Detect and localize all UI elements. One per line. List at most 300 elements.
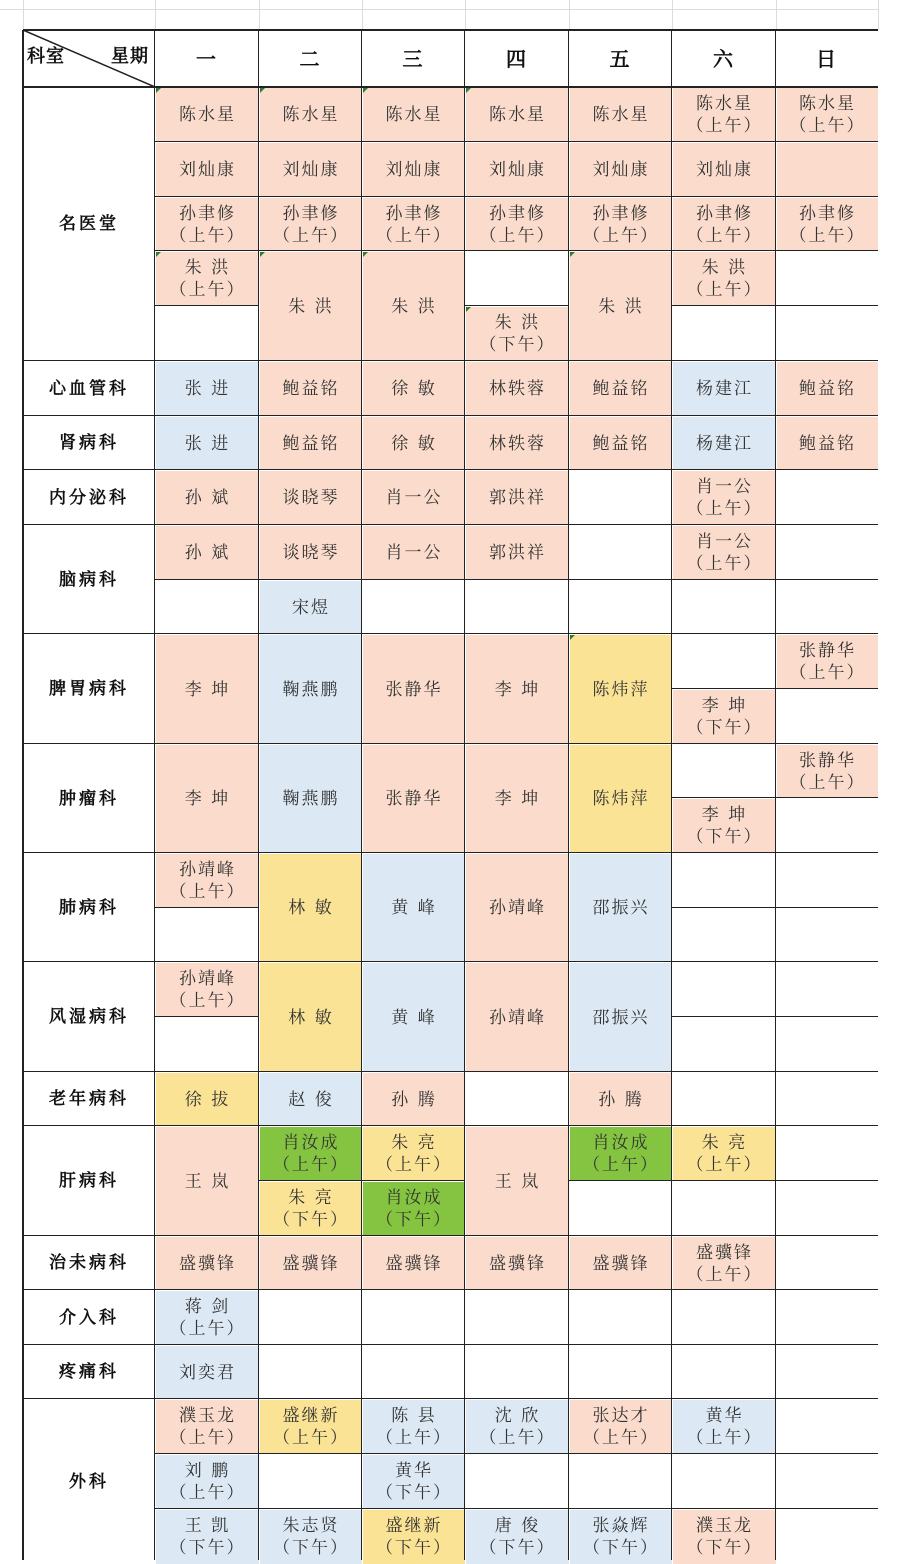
doctor-text: （下午） — [583, 1538, 659, 1558]
schedule-cell[interactable] — [466, 526, 569, 580]
schedule-cell[interactable] — [570, 198, 672, 251]
subrow-border — [259, 1180, 362, 1181]
doctor-text: 孙聿修 — [799, 203, 856, 224]
doctor-text: 肖汝成 — [592, 1133, 650, 1153]
schedule-cell[interactable] — [156, 1291, 259, 1345]
schedule-cell[interactable] — [260, 1510, 362, 1564]
schedule-cell[interactable] — [673, 417, 776, 470]
doctor-text: （上午） — [273, 1428, 349, 1448]
schedule-cell[interactable] — [156, 526, 259, 580]
corner-dept-label: 科室 — [27, 46, 65, 67]
row-border — [23, 1235, 878, 1236]
doctor-text: （上午） — [169, 280, 246, 300]
doctor-text: 孙聿修 — [592, 203, 650, 224]
schedule-cell[interactable] — [260, 362, 362, 416]
doctor-text: 鲍益铭 — [592, 433, 650, 454]
doctor-text: 李 坤 — [494, 679, 541, 700]
day-header: 五 — [609, 46, 632, 71]
schedule-cell[interactable] — [673, 143, 776, 197]
schedule-cell[interactable] — [466, 1400, 569, 1454]
schedule-cell[interactable] — [156, 1455, 259, 1509]
doctor-text: 李 坤 — [184, 679, 231, 700]
schedule-cell[interactable] — [466, 745, 569, 853]
schedule-cell[interactable] — [777, 635, 878, 689]
schedule-cell[interactable] — [570, 745, 672, 853]
schedule-cell[interactable] — [156, 854, 259, 908]
doctor-text: （上午） — [169, 1319, 246, 1339]
schedule-cell[interactable] — [363, 1127, 465, 1181]
cell-comment-marker — [363, 252, 368, 257]
doctor-text: 张静华 — [799, 750, 856, 771]
doctor-text: 刘灿康 — [282, 160, 340, 180]
column-border — [671, 30, 672, 1560]
schedule-cell[interactable] — [777, 143, 878, 197]
schedule-cell[interactable] — [156, 1400, 259, 1454]
doctor-text: 鲍益铭 — [799, 379, 856, 399]
doctor-text: 孙聿修 — [179, 203, 236, 224]
subrow-border — [672, 1016, 776, 1017]
subrow-border — [465, 196, 569, 197]
schedule-cell[interactable] — [363, 1510, 465, 1564]
doctor-text: 孙 腾 — [598, 1089, 644, 1110]
schedule-cell[interactable] — [260, 581, 362, 634]
schedule-cell[interactable] — [570, 143, 672, 197]
schedule-cell[interactable] — [363, 745, 465, 853]
department-label: 心血管科 — [49, 378, 129, 399]
schedule-cell[interactable] — [673, 88, 776, 142]
doctor-text: 李 坤 — [494, 789, 541, 809]
schedule-cell[interactable] — [156, 1346, 259, 1399]
schedule-cell[interactable] — [260, 1400, 362, 1454]
schedule-cell[interactable] — [260, 1182, 362, 1236]
doctor-text: （下午） — [686, 827, 763, 847]
doctor-text: 盛骥锋 — [385, 1253, 443, 1274]
doctor-text: 陈水星 — [282, 105, 340, 125]
day-header: 四 — [506, 46, 528, 71]
schedule-cell[interactable] — [156, 198, 259, 251]
doctor-text: 鞠燕鹏 — [282, 789, 340, 809]
doctor-text: 肖一公 — [385, 543, 443, 563]
row-border — [23, 29, 878, 31]
schedule-cell[interactable] — [260, 1237, 362, 1290]
schedule-cell[interactable] — [570, 1073, 672, 1126]
top-gridline — [465, 0, 466, 30]
subrow-border — [155, 907, 259, 908]
doctor-text: （上午） — [169, 991, 246, 1011]
subrow-border — [672, 907, 776, 908]
subrow-border — [776, 305, 878, 306]
subrow-border — [776, 1180, 878, 1181]
schedule-cell[interactable] — [260, 471, 362, 525]
schedule-cell[interactable] — [156, 1127, 259, 1236]
doctor-text: 张焱辉 — [592, 1516, 650, 1536]
schedule-cell[interactable] — [570, 635, 672, 744]
schedule-cell[interactable] — [673, 471, 776, 525]
subrow-border — [569, 1453, 672, 1454]
subrow-border — [259, 196, 362, 197]
day-header: 日 — [816, 46, 838, 71]
doctor-text: 张静华 — [385, 789, 443, 809]
doctor-text: （上午） — [789, 225, 866, 246]
row-border — [23, 1344, 878, 1345]
doctor-text: 孙聿修 — [385, 203, 443, 224]
subrow-border — [259, 250, 362, 251]
schedule-cell[interactable] — [156, 471, 259, 525]
schedule-cell[interactable] — [260, 963, 362, 1072]
top-gridline — [362, 0, 363, 30]
schedule-cell[interactable] — [363, 1237, 465, 1290]
subrow-border — [672, 1180, 776, 1181]
doctor-text: 陈水星 — [799, 94, 856, 114]
subrow-border — [362, 196, 465, 197]
schedule-cell[interactable] — [466, 198, 569, 251]
column-border — [568, 30, 569, 1560]
schedule-cell[interactable] — [260, 635, 362, 744]
department-label: 外科 — [69, 1471, 109, 1492]
top-gridline — [776, 0, 777, 30]
doctor-text: 陈水星 — [385, 105, 443, 125]
doctor-text: 郭洪祥 — [489, 543, 546, 563]
column-border — [775, 30, 776, 1560]
subrow-border — [776, 1508, 878, 1509]
schedule-cell[interactable] — [363, 143, 465, 197]
doctor-text: 刘灿康 — [385, 160, 443, 180]
schedule-cell[interactable] — [673, 799, 776, 853]
subrow-border — [672, 579, 776, 580]
schedule-cell[interactable] — [156, 745, 259, 853]
doctor-text: 朱 洪 — [701, 258, 748, 278]
row-border — [23, 524, 878, 525]
schedule-cell[interactable] — [156, 252, 259, 306]
doctor-text: 黄 峰 — [391, 898, 437, 918]
row-border — [23, 86, 878, 88]
row-border — [23, 961, 878, 962]
schedule-cell[interactable] — [570, 1510, 672, 1564]
schedule-cell[interactable] — [570, 1127, 672, 1181]
cell-comment-marker — [156, 88, 161, 93]
row-border — [23, 633, 878, 634]
doctor-text: （下午） — [686, 1538, 763, 1558]
schedule-cell[interactable] — [260, 854, 362, 962]
subrow-border — [465, 250, 569, 251]
doctor-text: （上午） — [169, 882, 246, 902]
subrow-border — [362, 579, 465, 580]
department-label: 介入科 — [59, 1307, 119, 1328]
subrow-border — [259, 579, 362, 580]
schedule-cell[interactable] — [260, 88, 362, 142]
doctor-text: 赵 俊 — [288, 1089, 334, 1110]
doctor-text: 鲍益铭 — [282, 379, 340, 399]
doctor-text: 肖汝成 — [282, 1133, 340, 1153]
doctor-text: 邵振兴 — [592, 1007, 650, 1028]
department-label: 肝病科 — [59, 1171, 119, 1191]
schedule-cell[interactable] — [673, 1237, 776, 1290]
schedule-cell[interactable] — [363, 526, 465, 580]
doctor-text: （下午） — [686, 718, 763, 738]
schedule-cell[interactable] — [673, 252, 776, 306]
department-label: 名医堂 — [59, 214, 119, 234]
subrow-border — [465, 305, 569, 306]
schedule-cell[interactable] — [466, 963, 569, 1072]
schedule-cell[interactable] — [466, 854, 569, 962]
doctor-text: 邵振兴 — [592, 898, 650, 918]
department-label: 治未病科 — [49, 1253, 129, 1273]
schedule-cell[interactable] — [260, 745, 362, 853]
schedule-cell[interactable] — [673, 362, 776, 416]
doctor-text: （上午） — [686, 1428, 763, 1448]
schedule-cell[interactable] — [466, 362, 569, 416]
row-border — [23, 1071, 878, 1072]
schedule-cell[interactable] — [363, 854, 465, 962]
schedule-cell[interactable] — [260, 198, 362, 251]
subrow-border — [776, 579, 878, 580]
doctor-text: 朱 洪 — [598, 296, 644, 317]
department-label: 脾胃病科 — [49, 679, 129, 699]
subrow-border — [569, 141, 672, 142]
doctor-text: （上午） — [686, 554, 763, 574]
cell-comment-marker — [466, 88, 471, 93]
schedule-cell[interactable] — [570, 88, 672, 142]
subrow-border — [776, 688, 878, 689]
subrow-border — [776, 907, 878, 908]
schedule-cell[interactable] — [156, 1510, 259, 1564]
cell-comment-marker — [570, 635, 575, 640]
schedule-cell[interactable] — [466, 1237, 569, 1290]
doctor-text: （上午） — [169, 1428, 246, 1448]
doctor-text: 唐 俊 — [494, 1516, 541, 1536]
subrow-border — [362, 1453, 465, 1454]
row-border — [23, 1398, 878, 1399]
doctor-text: 朱 洪 — [494, 313, 541, 333]
subrow-border — [672, 688, 776, 689]
doctor-text: 盛骥锋 — [696, 1242, 753, 1263]
doctor-text: 肖汝成 — [385, 1188, 443, 1208]
schedule-cell[interactable] — [570, 854, 672, 962]
schedule-cell[interactable] — [363, 635, 465, 744]
schedule-cell[interactable] — [363, 198, 465, 251]
doctor-text: 陈炜萍 — [592, 789, 650, 809]
subrow-border — [569, 1180, 672, 1181]
schedule-cell[interactable] — [260, 526, 362, 580]
department-label: 肾病科 — [59, 433, 119, 453]
doctor-text: 蒋 剑 — [184, 1297, 231, 1317]
schedule-cell[interactable] — [363, 1073, 465, 1126]
doctor-text: 孙聿修 — [696, 203, 753, 224]
schedule-cell[interactable] — [673, 690, 776, 744]
doctor-text: 刘灿康 — [696, 160, 753, 180]
schedule-cell[interactable] — [570, 1400, 672, 1454]
doctor-text: （上午） — [376, 1428, 452, 1448]
doctor-text: （上午） — [273, 225, 349, 246]
department-label: 风湿病科 — [49, 1007, 129, 1027]
doctor-text: 李 坤 — [701, 805, 748, 825]
schedule-cell[interactable] — [363, 1182, 465, 1236]
doctor-text: 孙 斌 — [184, 543, 231, 563]
schedule-cell[interactable] — [466, 307, 569, 361]
doctor-text: （下午） — [479, 335, 556, 355]
schedule-cell[interactable] — [466, 143, 569, 197]
subrow-border — [672, 797, 776, 798]
schedule-cell[interactable] — [570, 252, 672, 361]
schedule-cell[interactable] — [260, 1073, 362, 1126]
subrow-border — [569, 1508, 672, 1509]
subrow-border — [672, 196, 776, 197]
schedule-cell[interactable] — [363, 1400, 465, 1454]
schedule-cell[interactable] — [777, 88, 878, 142]
schedule-cell[interactable] — [156, 963, 259, 1017]
doctor-text: 孙聿修 — [489, 203, 546, 224]
row-border — [23, 469, 878, 470]
schedule-cell[interactable] — [260, 417, 362, 470]
doctor-text: 李 坤 — [184, 789, 231, 809]
schedule-cell[interactable] — [673, 1400, 776, 1454]
doctor-text: 林轶蓉 — [489, 379, 546, 399]
subrow-border — [569, 196, 672, 197]
doctor-text: 孙聿修 — [282, 203, 340, 224]
doctor-text: 徐 拔 — [184, 1089, 231, 1110]
doctor-text: （下午） — [376, 1210, 452, 1230]
schedule-cell[interactable] — [156, 88, 259, 142]
schedule-cell[interactable] — [466, 417, 569, 470]
doctor-text: 陈 县 — [391, 1406, 437, 1426]
doctor-text: （上午） — [273, 1155, 349, 1175]
schedule-cell[interactable] — [673, 198, 776, 251]
doctor-text: 张达才 — [592, 1406, 650, 1426]
schedule-cell[interactable] — [156, 362, 259, 416]
doctor-text: （上午） — [686, 280, 763, 300]
doctor-text: 刘灿康 — [179, 160, 236, 180]
doctor-text: 朱 洪 — [184, 258, 231, 278]
doctor-text: 张静华 — [799, 641, 856, 661]
day-header: 一 — [196, 46, 218, 71]
subrow-border — [259, 1453, 362, 1454]
schedule-cell[interactable] — [570, 362, 672, 416]
cell-comment-marker — [466, 307, 471, 312]
doctor-text: 王 凯 — [184, 1516, 231, 1536]
doctor-text: 鞠燕鹏 — [282, 679, 340, 700]
doctor-text: 鲍益铭 — [799, 433, 856, 454]
doctor-text: （上午） — [583, 1155, 659, 1175]
schedule-cell[interactable] — [260, 1127, 362, 1181]
subrow-border — [155, 1016, 259, 1017]
subrow-border — [155, 196, 259, 197]
doctor-text: 盛骥锋 — [489, 1253, 546, 1274]
doctor-text: （下午） — [169, 1538, 246, 1558]
doctor-text: 王 岚 — [494, 1171, 541, 1192]
doctor-text: 朱 亮 — [391, 1133, 437, 1153]
schedule-cell[interactable] — [156, 1237, 259, 1290]
schedule-cell[interactable] — [777, 362, 878, 416]
top-gridline — [0, 9, 878, 10]
doctor-text: 刘奕君 — [179, 1362, 236, 1383]
subrow-border — [362, 1180, 465, 1181]
schedule-cell[interactable] — [466, 471, 569, 525]
doctor-text: 肖一公 — [385, 488, 443, 508]
schedule-cell[interactable] — [156, 635, 259, 744]
schedule-cell[interactable] — [363, 963, 465, 1072]
doctor-text: 林 敏 — [288, 1007, 334, 1028]
doctor-text: 杨建江 — [696, 433, 753, 454]
schedule-cell[interactable] — [466, 1127, 569, 1236]
schedule-cell[interactable] — [156, 1073, 259, 1126]
schedule-cell[interactable] — [570, 1237, 672, 1290]
subrow-border — [155, 250, 259, 251]
corner-diagonal — [23, 30, 155, 87]
schedule-cell[interactable] — [570, 963, 672, 1072]
schedule-cell[interactable] — [260, 252, 362, 361]
subrow-border — [362, 250, 465, 251]
doctor-text: （上午） — [686, 225, 763, 246]
cell-comment-marker — [260, 252, 265, 257]
subrow-border — [776, 141, 878, 142]
subrow-border — [155, 1508, 259, 1509]
schedule-cell[interactable] — [363, 362, 465, 416]
schedule-cell[interactable] — [777, 417, 878, 470]
doctor-text: （上午） — [686, 1155, 763, 1175]
doctor-text: 濮玉龙 — [179, 1406, 236, 1426]
schedule-cell[interactable] — [777, 198, 878, 251]
subrow-border — [672, 250, 776, 251]
doctor-text: （上午） — [376, 225, 452, 246]
top-gridline — [672, 0, 673, 30]
column-border — [464, 30, 465, 1560]
row-border — [23, 415, 878, 416]
schedule-cell[interactable] — [466, 1510, 569, 1564]
doctor-text: （下午） — [479, 1538, 556, 1558]
doctor-text: 陈水星 — [489, 105, 546, 125]
subrow-border — [155, 305, 259, 306]
cell-comment-marker — [156, 252, 161, 257]
corner-day-label: 星期 — [111, 46, 149, 67]
subrow-border — [259, 1508, 362, 1509]
doctor-text: 郭洪祥 — [489, 488, 546, 508]
schedule-cell[interactable] — [363, 471, 465, 525]
schedule-cell[interactable] — [363, 88, 465, 142]
subrow-border — [465, 1508, 569, 1509]
schedule-cell[interactable] — [673, 1127, 776, 1181]
day-header: 三 — [402, 46, 425, 71]
schedule-cell[interactable] — [363, 417, 465, 470]
row-border — [23, 1289, 878, 1290]
schedule-cell[interactable] — [363, 1455, 465, 1509]
subrow-border — [465, 579, 569, 580]
doctor-text: 宋煜 — [292, 597, 330, 618]
doctor-text: 孙靖峰 — [179, 969, 236, 989]
doctor-text: 徐 敏 — [391, 379, 437, 399]
subrow-border — [672, 141, 776, 142]
doctor-text: 朱志贤 — [282, 1516, 340, 1536]
schedule-cell[interactable] — [466, 635, 569, 744]
schedule-cell[interactable] — [570, 417, 672, 470]
schedule-cell[interactable] — [156, 417, 259, 470]
doctor-text: 盛骥锋 — [282, 1253, 340, 1274]
subrow-border — [362, 141, 465, 142]
cell-comment-marker — [570, 252, 575, 257]
doctor-text: 刘 鹏 — [184, 1461, 231, 1481]
schedule-cell[interactable] — [673, 1510, 776, 1564]
doctor-text: 刘灿康 — [489, 160, 546, 180]
subrow-border — [776, 250, 878, 251]
doctor-text: 陈炜萍 — [592, 679, 650, 700]
schedule-cell[interactable] — [673, 526, 776, 580]
subrow-border — [155, 579, 259, 580]
schedule-cell[interactable] — [466, 88, 569, 142]
top-gridline — [23, 0, 24, 30]
schedule-cell[interactable] — [260, 143, 362, 197]
schedule-cell[interactable] — [156, 143, 259, 197]
schedule-cell[interactable] — [363, 252, 465, 361]
schedule-cell[interactable] — [777, 745, 878, 798]
